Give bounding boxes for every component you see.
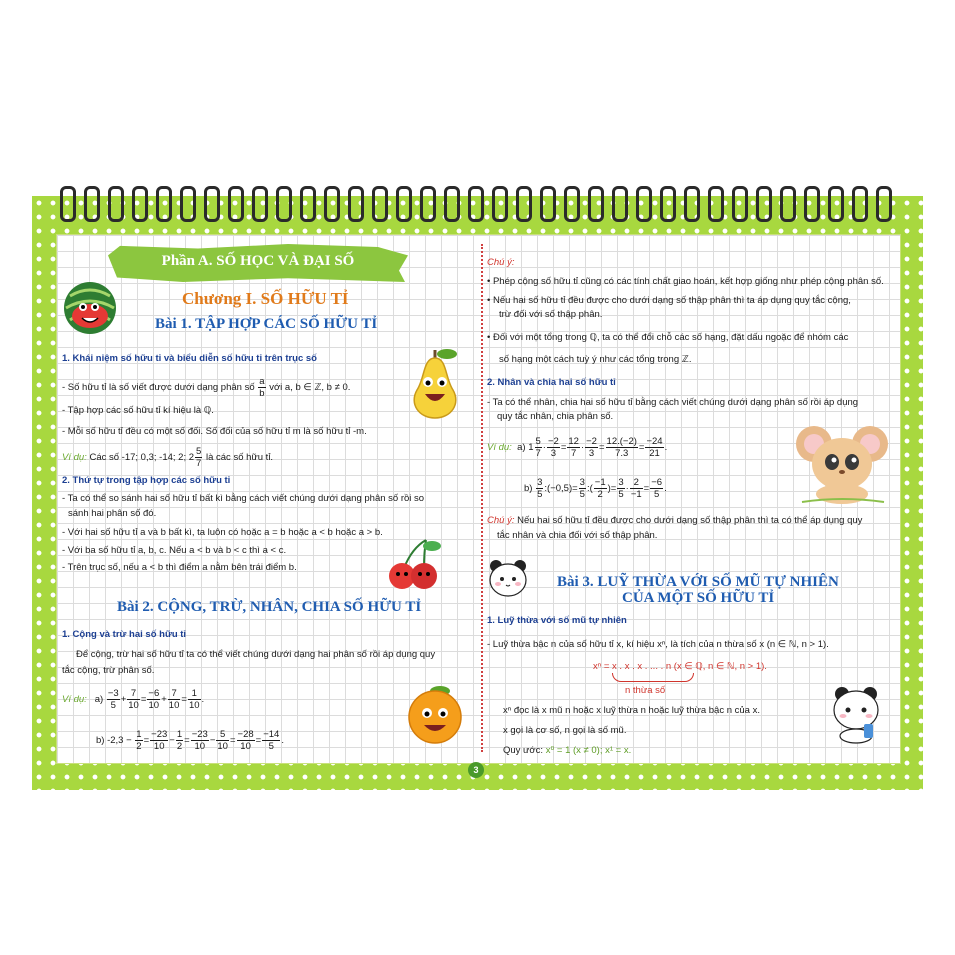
mouse-icon xyxy=(792,420,892,504)
page-number: 3 xyxy=(468,762,484,778)
panda-phone-icon xyxy=(826,680,886,744)
cherries-icon xyxy=(386,536,444,590)
note-line: Chú ý: Nếu hai số hữu tỉ đều được cho dưới dạng số thập phân thì ta có thể áp dụng quy xyxy=(487,515,863,526)
note-item: • Nếu hai số hữu tỉ đều được cho dưới dạng số thập phân thì ta áp dụng quy tắc cộng, xyxy=(487,295,851,306)
text-line: x gọi là cơ số, n gọi là số mũ. xyxy=(503,725,627,736)
text-line: quy tắc nhân, chia phân số. xyxy=(497,411,614,422)
text-line: - Ta có thể so sánh hai số hữu tỉ bất kì bằng cách viết chúng dưới dạng phân số rồi so xyxy=(62,493,425,504)
text-line: - Với hai số hữu tỉ a và b bất kì, ta luôn có hoặc a = b hoặc a < b hoặc a > b. xyxy=(62,527,383,538)
section-5-heading: 1. Luỹ thừa với số mũ tự nhiên xyxy=(487,615,627,626)
spiral-binding xyxy=(60,186,895,222)
note-label: Chú ý: xyxy=(487,257,515,268)
brace-label: n thừa số xyxy=(625,685,666,696)
text-line: - Ta có thể nhân, chia hai số hữu tỉ bằng cách viết chúng dưới dạng phân số rồi áp dụng xyxy=(487,397,859,408)
text-line: xⁿ đọc là x mũ n hoặc x luỹ thừa n hoặc luỹ thừa bậc n của x. xyxy=(503,705,760,716)
example-line: b) -2,3 − $\frac{1}{2}$ = $\frac{-23}{10}$ − $\frac{1}{2}$ = $\frac{-23}{10}$ − $\frac{5}{10}$ = $\frac{-28}{10}$ = $\frac{-14}{5}$ . xyxy=(96,729,284,752)
section-3-heading: 1. Cộng và trừ hai số hữu tỉ xyxy=(62,629,187,640)
example-line: Ví dụ: Các số -17; 0,3; -14; 2; 2 $\frac{5}{7}$ là các số hữu tỉ. xyxy=(62,446,274,469)
panda-icon xyxy=(484,554,532,602)
note-item: số hạng một cách tuỳ ý như các tổng trong ℤ. xyxy=(499,354,692,365)
watermelon-icon xyxy=(62,280,118,336)
page-divider xyxy=(481,244,483,752)
note-item: • Đối với một tổng trong ℚ, ta có thể đổi chỗ các số hạng, đặt dấu ngoặc để nhóm các xyxy=(487,332,849,343)
convention-line: Quy ước: x⁰ = 1 (x ≠ 0); x¹ = x. xyxy=(503,745,632,756)
text-line: tắc cộng, trừ phân số. xyxy=(62,665,155,676)
text-line: sánh hai phân số đó. xyxy=(68,508,157,519)
orange-icon xyxy=(404,683,466,745)
text-line: - Số hữu tỉ là số viết được dưới dạng phân số $\frac{a}{b}$ với a, b ∈ ℤ, b ≠ 0. xyxy=(62,376,351,399)
section-banner-title: Phần A. SỐ HỌC VÀ ĐẠI SỐ xyxy=(161,253,355,269)
text-line: - Tập hợp các số hữu tỉ kí hiệu là ℚ. xyxy=(62,405,214,416)
section-2-heading: 2. Thứ tự trong tập hợp các số hữu tỉ xyxy=(62,475,231,486)
power-formula: xⁿ = x . x . x . ... . n (x ∈ ℚ, n ∈ ℕ, n > 1). xyxy=(593,661,767,672)
formula-brace xyxy=(612,673,694,682)
text-line: Để cộng, trừ hai số hữu tỉ ta có thể viết chúng dưới dạng hai phân số rồi áp dụng quy xyxy=(76,649,436,660)
note-item: • Phép cộng số hữu tỉ cũng có các tính chất giao hoán, kết hợp giống như phép cộng phân số. xyxy=(487,276,884,287)
pear-icon xyxy=(405,344,465,420)
lesson-3-title-line2: CỦA MỘT SỐ HỮU TỈ xyxy=(622,590,775,606)
text-line: - Với ba số hữu tỉ a, b, c. Nếu a < b và b < c thì a < c. xyxy=(62,545,287,556)
text-line: - Mỗi số hữu tỉ đều có một số đối. Số đối của số hữu tỉ m là số hữu tỉ -m. xyxy=(62,426,367,437)
note-item: trừ đối với số thập phân. xyxy=(499,309,603,320)
example-line: Ví dụ: a) $\frac{-3}{5}$ + $\frac{7}{10}$ = $\frac{-6}{10}$ + $\frac{7}{10}$ = $\frac{1}{10}$ . xyxy=(62,688,205,711)
chapter-title: Chương I. SỐ HỮU TỈ xyxy=(182,289,349,308)
lesson-3-title-line1: Bài 3. LUỸ THỪA VỚI SỐ MŨ TỰ NHIÊN xyxy=(557,574,839,590)
text-line: - Trên trục số, nếu a < b thì điểm a nằm bên trái điểm b. xyxy=(62,562,297,573)
section-1-heading: 1. Khái niệm số hữu tỉ và biểu diễn số hữu tỉ trên trục số xyxy=(62,353,317,364)
section-4-heading: 2. Nhân và chia hai số hữu tỉ xyxy=(487,377,616,388)
text-line: - Luỹ thừa bậc n của số hữu tỉ x, kí hiệu xⁿ, là tích của n thừa số x (n ∈ ℕ, n > 1). xyxy=(487,639,829,650)
lesson-2-title: Bài 2. CỘNG, TRỪ, NHÂN, CHIA SỐ HỮU TỈ xyxy=(117,599,422,615)
note-line: tắc nhân và chia đối với số thập phân. xyxy=(497,530,658,541)
example-line: Ví dụ: a) 1 $\frac{5}{7}$ · $\frac{-2}{3}$ = $\frac{12}{7}$ · $\frac{-2}{3}$ = $\frac{12.(-2)}{7.3}$ = $\frac{-24}{21}$ . xyxy=(487,436,668,459)
lesson-1-title: Bài 1. TẬP HỢP CÁC SỐ HỮU TỈ xyxy=(155,316,378,332)
example-line: b) $\frac{3}{5}$ :(−0,5)= $\frac{3}{5}$ :( $\frac{-1}{2}$ )= $\frac{3}{5}$ · $\frac{2}{-1}$ = $\frac{-6}{5}$ . xyxy=(524,477,667,500)
